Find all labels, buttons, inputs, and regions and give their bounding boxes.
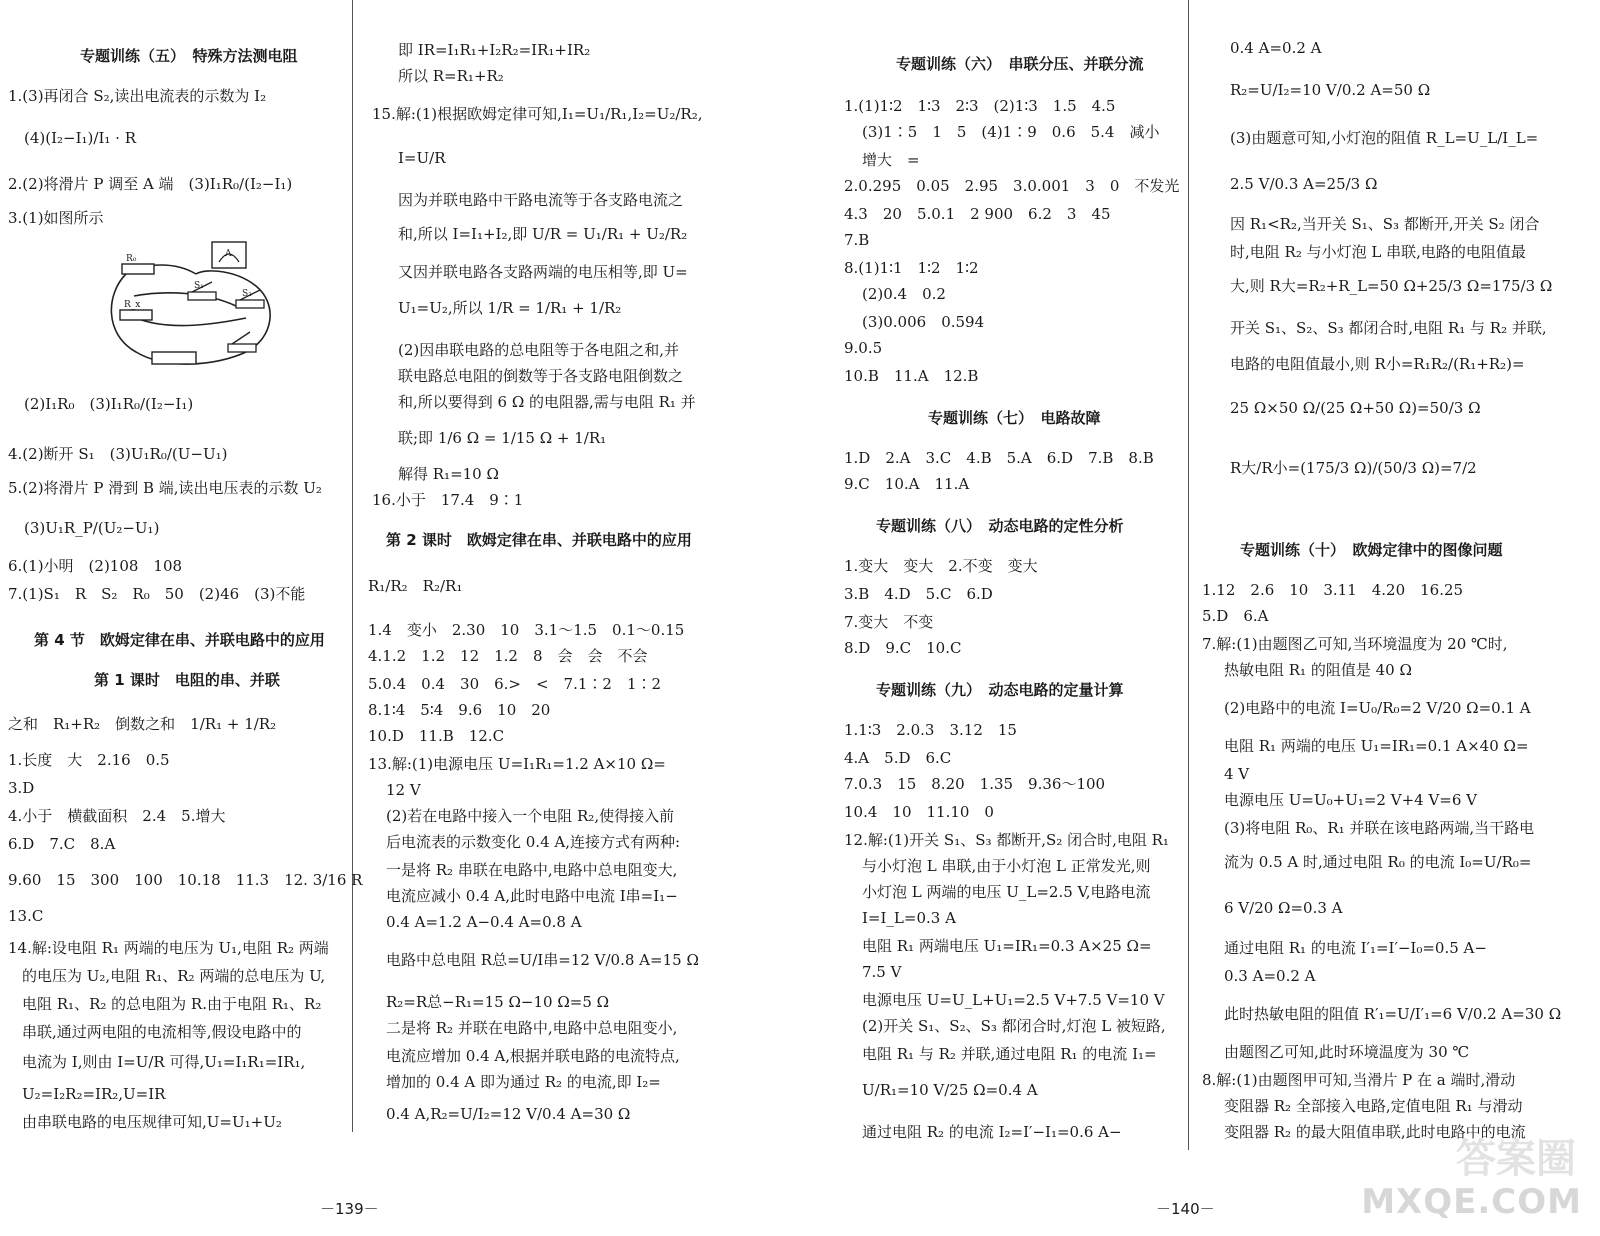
- answer-line: 2.(2)将滑片 P 调至 A 端 (3)I₁R₀/(I₂−I₁): [8, 175, 293, 193]
- answer-line: 3.B 4.D 5.C 6.D: [844, 585, 993, 603]
- answer-line: 25 Ω×50 Ω/(25 Ω+50 Ω)=50/3 Ω: [1230, 399, 1481, 417]
- answer-line: 3.D: [8, 779, 35, 797]
- answer-line: 8.D 9.C 10.C: [844, 639, 962, 657]
- answer-line: 2.5 V/0.3 A=25/3 Ω: [1230, 175, 1378, 193]
- answer-line: 1.变大 变大 2.不变 变大: [844, 557, 1038, 575]
- answer-line: (2)因串联电路的总电阻等于各电阻之和,并: [398, 341, 680, 359]
- answer-line: 5.0.4 0.4 30 6.> < 7.1∶2 1∶2: [368, 675, 662, 693]
- section-heading: 专题训练（五） 特殊方法测电阻: [80, 47, 298, 65]
- answer-line: I=U/R: [398, 149, 446, 167]
- answer-line: 串联,通过两电阻的电流相等,假设电路中的: [22, 1023, 302, 1041]
- answer-line: (2)开关 S₁、S₂、S₃ 都闭合时,灯泡 L 被短路,: [862, 1017, 1166, 1035]
- answer-line: 和,所以 I=I₁+I₂,即 U/R = U₁/R₁ + U₂/R₂: [398, 225, 688, 243]
- answer-line: R₂=U/I₂=10 V/0.2 A=50 Ω: [1230, 81, 1431, 99]
- label-ammeter: A: [225, 249, 232, 259]
- answer-line: 4.A 5.D 6.C: [844, 749, 952, 767]
- section-heading: 专题训练（十） 欧姆定律中的图像问题: [1240, 541, 1503, 559]
- label-r0: R₀: [126, 254, 137, 264]
- answer-line: 7.(1)S₁ R S₂ R₀ 50 (2)46 (3)不能: [8, 585, 306, 603]
- answer-line: 7.解:(1)由题图乙可知,当环境温度为 20 ℃时,: [1202, 635, 1508, 653]
- answer-line: 8.1∶4 5∶4 9.6 10 20: [368, 701, 551, 719]
- watermark-url: MXQE.COM: [1361, 1182, 1582, 1222]
- page-number-right: －140－: [1156, 1200, 1215, 1218]
- answer-line: 电源电压 U=U_L+U₁=2.5 V+7.5 V=10 V: [862, 991, 1165, 1009]
- answer-line: 4.1.2 1.2 12 1.2 8 会 会 不会: [368, 647, 648, 665]
- answer-line: 0.4 A,R₂=U/I₂=12 V/0.4 A=30 Ω: [386, 1105, 631, 1123]
- answer-line: 7.0.3 15 8.20 1.35 9.36～100: [844, 775, 1106, 793]
- answer-line: 10.B 11.A 12.B: [844, 367, 979, 385]
- page-number-left: －139－: [320, 1200, 379, 1218]
- lesson-heading: 第 2 课时 欧姆定律在串、并联电路中的应用: [386, 531, 692, 549]
- answer-line: U₂=I₂R₂=IR₂,U=IR: [22, 1085, 166, 1103]
- answer-line: 6 V/20 Ω=0.3 A: [1224, 899, 1343, 917]
- answer-line: 12.解:(1)开关 S₁、S₃ 都断开,S₂ 闭合时,电阻 R₁: [844, 831, 1169, 849]
- answer-line: 1.4 变小 2.30 10 3.1～1.5 0.1～0.15: [368, 621, 685, 639]
- answer-line: 开关 S₁、S₂、S₃ 都闭合时,电阻 R₁ 与 R₂ 并联,: [1230, 319, 1547, 337]
- answer-line: 1.D 2.A 3.C 4.B 5.A 6.D 7.B 8.B: [844, 449, 1154, 467]
- answer-line: 联;即 1/6 Ω = 1/15 Ω + 1/R₁: [398, 429, 607, 447]
- lesson-heading: 第 1 课时 电阻的串、并联: [94, 671, 280, 689]
- answer-line: 增大 =: [862, 151, 920, 169]
- answer-line: 热敏电阻 R₁ 的阻值是 40 Ω: [1224, 661, 1412, 679]
- section-heading: 专题训练（七） 电路故障: [928, 409, 1101, 427]
- answer-line: 由题图乙可知,此时环境温度为 30 ℃: [1224, 1043, 1470, 1061]
- answer-line: (3)1∶5 1 5 (4)1∶9 0.6 5.4 减小: [862, 123, 1160, 141]
- answer-line: 8.解:(1)由题图甲可知,当滑片 P 在 a 端时,滑动: [1202, 1071, 1516, 1089]
- resistor-rx: [120, 310, 152, 320]
- label-rx: R_x: [124, 300, 141, 310]
- answer-line: 1.长度 大 2.16 0.5: [8, 751, 170, 769]
- answer-line: 电阻 R₁、R₂ 的总电阻为 R.由于电阻 R₁、R₂: [22, 995, 322, 1013]
- answer-line: 解得 R₁=10 Ω: [398, 465, 499, 483]
- switch-s2-icon: [236, 300, 264, 308]
- answer-line: 6.(1)小明 (2)108 108: [8, 557, 183, 575]
- answer-line: 10.D 11.B 12.C: [368, 727, 505, 745]
- answer-line: 9.0.5: [844, 339, 883, 357]
- answer-line: 通过电阻 R₁ 的电流 I′₁=I′−I₀=0.5 A−: [1224, 939, 1487, 957]
- section-heading: 第 4 节 欧姆定律在串、并联电路中的应用: [34, 631, 325, 649]
- answer-line: 7.变大 不变: [844, 613, 934, 631]
- circuit-diagram: [96, 234, 282, 374]
- column-divider: [352, 0, 353, 1132]
- answer-line: 电路的电阻值最小,则 R小=R₁R₂/(R₁+R₂)=: [1230, 355, 1525, 373]
- answer-line: 电阻 R₁ 与 R₂ 并联,通过电阻 R₁ 的电流 I₁=: [862, 1045, 1157, 1063]
- answer-line: 和,所以要得到 6 Ω 的电阻器,需与电阻 R₁ 并: [398, 393, 696, 411]
- answer-line: R₂=R总−R₁=15 Ω−10 Ω=5 Ω: [386, 993, 610, 1011]
- answer-line: U₁=U₂,所以 1/R = 1/R₁ + 1/R₂: [398, 299, 622, 317]
- answer-line: 电源电压 U=U₀+U₁=2 V+4 V=6 V: [1224, 791, 1477, 809]
- answer-line: 电阻 R₁ 两端电压 U₁=IR₁=0.3 A×25 Ω=: [862, 937, 1152, 955]
- answer-line: 0.4 A=1.2 A−0.4 A=0.8 A: [386, 913, 582, 931]
- answer-line: 1.(1)1∶2 1∶3 2∶3 (2)1∶3 1.5 4.5: [844, 97, 1116, 115]
- answer-line: (4)(I₂−I₁)/I₁ · R: [24, 129, 136, 147]
- label-s2: S₂: [242, 289, 252, 299]
- answer-line: 流为 0.5 A 时,通过电阻 R₀ 的电流 I₀=U/R₀=: [1224, 853, 1532, 871]
- answer-line: 一是将 R₂ 串联在电路中,电路中总电阻变大,: [386, 861, 678, 879]
- answer-line: (2)电路中的电流 I=U₀/R₀=2 V/20 Ω=0.1 A: [1224, 699, 1531, 717]
- answer-line: 所以 R=R₁+R₂: [398, 67, 504, 85]
- section-heading: 专题训练（六） 串联分压、并联分流: [896, 55, 1144, 73]
- answer-line: 0.4 A=0.2 A: [1230, 39, 1322, 57]
- answer-line: R大/R小=(175/3 Ω)/(50/3 Ω)=7/2: [1230, 459, 1477, 477]
- answer-line: 由串联电路的电压规律可知,U=U₁+U₂: [22, 1113, 282, 1131]
- answer-line: 大,则 R大=R₂+R_L=50 Ω+25/3 Ω=175/3 Ω: [1230, 277, 1553, 295]
- answer-line: 电流应增加 0.4 A,根据并联电路的电流特点,: [386, 1047, 680, 1065]
- answer-line: 的电压为 U₂,电阻 R₁、R₂ 两端的总电压为 U,: [22, 967, 326, 985]
- answer-line: 此时热敏电阻的阻值 R′₁=U/I′₁=6 V/0.2 A=30 Ω: [1224, 1005, 1562, 1023]
- answer-line: (3)将电阻 R₀、R₁ 并联在该电路两端,当干路电: [1224, 819, 1535, 837]
- answer-line: 1.1∶3 2.0.3 3.12 15: [844, 721, 1017, 739]
- answer-line: 小灯泡 L 两端的电压 U_L=2.5 V,电路电流: [862, 883, 1151, 901]
- answer-line: 8.(1)1∶1 1∶2 1∶2: [844, 259, 979, 277]
- answer-line: 变阻器 R₂ 全部接入电路,定值电阻 R₁ 与滑动: [1224, 1097, 1523, 1115]
- answer-line: 4.小于 横截面积 2.4 5.增大: [8, 807, 226, 825]
- answer-line: U/R₁=10 V/25 Ω=0.4 A: [862, 1081, 1038, 1099]
- watermark-logo: 答案圈: [1456, 1136, 1576, 1182]
- answer-line: 与小灯泡 L 串联,由于小灯泡 L 正常发光,则: [862, 857, 1151, 875]
- answer-line: (2)0.4 0.2: [862, 285, 946, 303]
- section-heading: 专题训练（八） 动态电路的定性分析: [876, 517, 1124, 535]
- answer-line: 即 IR=I₁R₁+I₂R₂=IR₁+IR₂: [398, 41, 591, 59]
- answer-line: R₁/R₂ R₂/R₁: [368, 577, 463, 595]
- answer-line: 13.C: [8, 907, 44, 925]
- answer-line: 4 V: [1224, 765, 1250, 783]
- answer-line: 4.(2)断开 S₁ (3)U₁R₀/(U−U₁): [8, 445, 228, 463]
- section-heading: 专题训练（九） 动态电路的定量计算: [876, 681, 1124, 699]
- answer-line: 10.4 10 11.10 0: [844, 803, 994, 821]
- answer-line: 后电流表的示数变化 0.4 A,连接方式有两种:: [386, 833, 681, 851]
- switch-s-icon: [228, 344, 256, 352]
- answer-line: 电流应减小 0.4 A,此时电路中电流 I串=I₁−: [386, 887, 678, 905]
- answer-line: 4.3 20 5.0.1 2 900 6.2 3 45: [844, 205, 1111, 223]
- answer-line: 1.(3)再闭合 S₂,读出电流表的示数为 I₂: [8, 87, 267, 105]
- answer-line: (3)U₁R_P/(U₂−U₁): [24, 519, 160, 537]
- answer-line: 13.解:(1)电源电压 U=I₁R₁=1.2 A×10 Ω=: [368, 755, 666, 773]
- answer-line: 之和 R₁+R₂ 倒数之和 1/R₁ + 1/R₂: [8, 715, 277, 733]
- answer-line: (3)由题意可知,小灯泡的阻值 R_L=U_L/I_L=: [1230, 129, 1539, 147]
- answer-line: 7.B: [844, 231, 870, 249]
- answer-line: 变阻器 R₂ 的最大阻值串联,此时电路中的电流: [1224, 1123, 1526, 1141]
- answer-line: (2)I₁R₀ (3)I₁R₀/(I₂−I₁): [24, 395, 194, 413]
- answer-line: (3)0.006 0.594: [862, 313, 985, 331]
- answer-line: 5.D 6.A: [1202, 607, 1269, 625]
- answer-line: 二是将 R₂ 并联在电路中,电路中总电阻变小,: [386, 1019, 678, 1037]
- answer-line: 联电路总电阻的倒数等于各支路电阻倒数之: [398, 367, 684, 385]
- battery-icon: [152, 352, 196, 364]
- answer-line: 7.5 V: [862, 963, 902, 981]
- answer-line: 15.解:(1)根据欧姆定律可知,I₁=U₁/R₁,I₂=U₂/R₂,: [372, 105, 703, 123]
- answer-line: 14.解:设电阻 R₁ 两端的电压为 U₁,电阻 R₂ 两端: [8, 939, 329, 957]
- answer-line: 时,电阻 R₂ 与小灯泡 L 串联,电路的电阻值最: [1230, 243, 1526, 261]
- resistor-r0: [122, 264, 154, 274]
- answer-line: 增加的 0.4 A 即为通过 R₂ 的电流,即 I₂=: [386, 1073, 661, 1091]
- answer-line: 电路中总电阻 R总=U/I串=12 V/0.8 A=15 Ω: [386, 951, 699, 969]
- answer-line: 3.(1)如图所示: [8, 209, 104, 227]
- answer-line: 0.3 A=0.2 A: [1224, 967, 1316, 985]
- answer-line: 5.(2)将滑片 P 滑到 B 端,读出电压表的示数 U₂: [8, 479, 322, 497]
- answer-line: 因 R₁<R₂,当开关 S₁、S₃ 都断开,开关 S₂ 闭合: [1230, 215, 1540, 233]
- switch-lever: [232, 332, 250, 344]
- answer-line: 9.60 15 300 100 10.18 11.3 12. 3/16 R: [8, 871, 363, 889]
- answer-line: 电阻 R₁ 两端的电压 U₁=IR₁=0.1 A×40 Ω=: [1224, 737, 1529, 755]
- answer-line: 2.0.295 0.05 2.95 3.0.001 3 0 不发光: [844, 177, 1180, 195]
- answer-line: 6.D 7.C 8.A: [8, 835, 116, 853]
- switch-s1-icon: [188, 292, 216, 300]
- answer-line: 9.C 10.A 11.A: [844, 475, 970, 493]
- column-divider: [1188, 0, 1189, 1150]
- answer-line: 通过电阻 R₂ 的电流 I₂=I′−I₁=0.6 A−: [862, 1123, 1122, 1141]
- answer-line: 电流为 I,则由 I=U/R 可得,U₁=I₁R₁=IR₁,: [22, 1053, 306, 1071]
- answer-line: I=I_L=0.3 A: [862, 909, 956, 927]
- answer-line: (2)若在电路中接入一个电阻 R₂,使得接入前: [386, 807, 675, 825]
- label-s1: S₁: [194, 281, 204, 291]
- answer-line: 因为并联电路中干路电流等于各支路电流之: [398, 191, 684, 209]
- answer-line: 12 V: [386, 781, 421, 799]
- answer-line: 1.12 2.6 10 3.11 4.20 16.25: [1202, 581, 1464, 599]
- answer-line: 16.小于 17.4 9∶1: [372, 491, 524, 509]
- answer-line: 又因并联电路各支路两端的电压相等,即 U=: [398, 263, 688, 281]
